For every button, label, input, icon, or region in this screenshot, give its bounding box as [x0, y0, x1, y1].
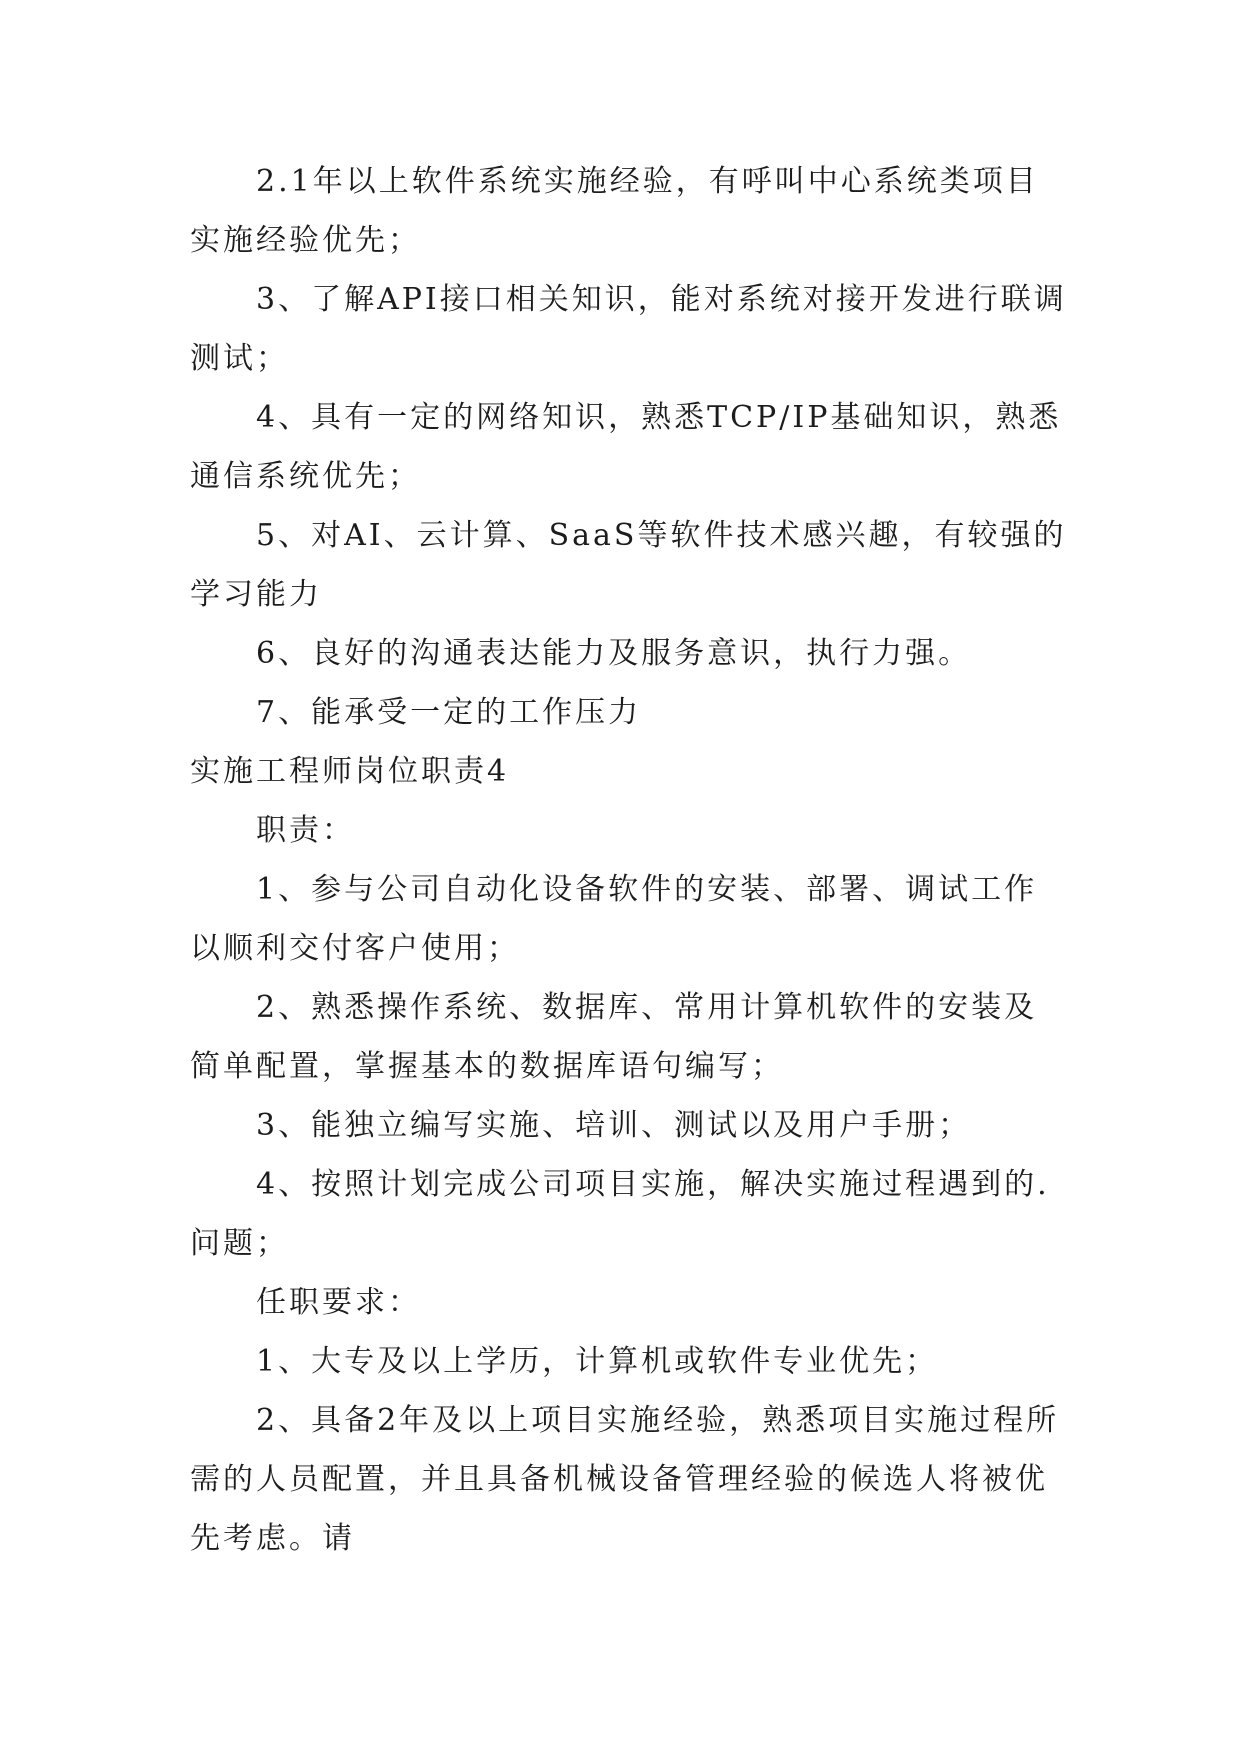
paragraph-requirement-3: 3、了解API接口相关知识，能对系统对接开发进行联调测试；	[190, 282, 1067, 376]
duties-label: 职责：	[256, 813, 355, 848]
paragraph-requirement-2: 2.1年以上软件系统实施经验，有呼叫中心系统类项目实施经验优先；	[190, 164, 1039, 258]
section-heading: 实施工程师岗位职责4	[190, 754, 510, 789]
paragraph-requirement-7: 7、能承受一定的工作压力	[256, 695, 642, 730]
qualifications-label: 任职要求：	[256, 1285, 421, 1320]
paragraph-requirement-5: 5、对AI、云计算、SaaS等软件技术感兴趣，有较强的学习能力	[190, 518, 1067, 612]
paragraph-requirement-6: 6、良好的沟通表达能力及服务意识，执行力强。	[256, 636, 972, 671]
paragraph-qualification-2: 2、具备2年及以上项目实施经验，熟悉项目实施过程所需的人员配置，并且具备机械设备管理经验的候选人将被优先考虑。请	[190, 1403, 1060, 1556]
paragraph-duty-2: 2、熟悉操作系统、数据库、常用计算机软件的安装及简单配置，掌握基本的数据库语句编写；	[190, 990, 1038, 1084]
paragraph-qualification-1: 1、大专及以上学历，计算机或软件专业优先；	[256, 1344, 939, 1379]
paragraph-duty-3: 3、能独立编写实施、培训、测试以及用户手册；	[256, 1108, 972, 1143]
document-body	[190, 152, 1070, 1568]
paragraph-duty-1: 1、参与公司自动化设备软件的安装、部署、调试工作以顺利交付客户使用；	[190, 872, 1038, 966]
paragraph-requirement-4: 4、具有一定的网络知识，熟悉TCP/IP基础知识，熟悉通信系统优先；	[190, 400, 1062, 494]
paragraph-duty-4: 4、按照计划完成公司项目实施，解决实施过程遇到的.问题；	[190, 1167, 1050, 1261]
